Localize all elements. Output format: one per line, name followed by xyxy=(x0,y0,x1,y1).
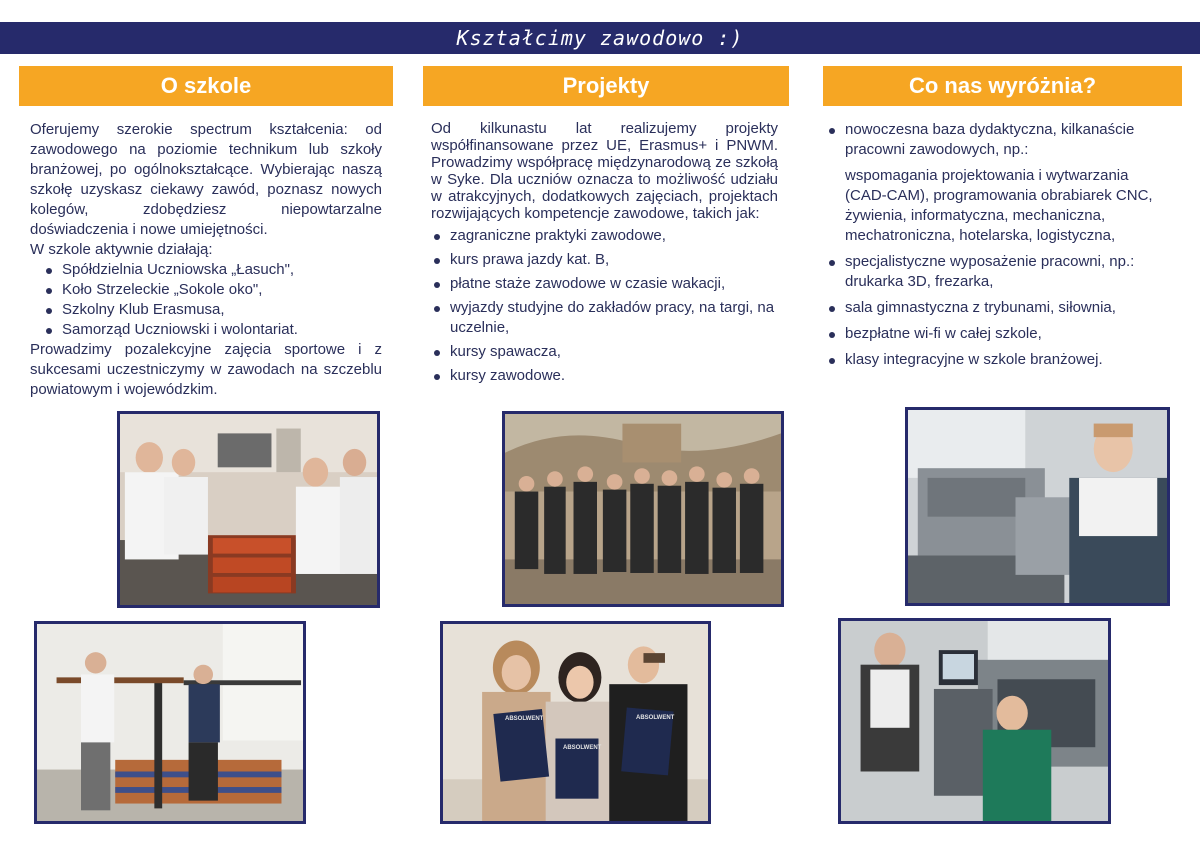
photo-workshop-student xyxy=(905,407,1170,606)
projects-text xyxy=(431,120,778,386)
heading-label: O szkole xyxy=(160,73,252,98)
list-item: Samorząd Uczniowski i wolontariat. xyxy=(62,320,382,340)
heading-o-szkole xyxy=(19,66,393,106)
list-item: specjalistyczne wyposażenie pracowni, np.: drukarka 3D, frezarka, xyxy=(845,252,1170,292)
list-item: kursy spawacza, xyxy=(450,342,778,362)
photo-kitchen-pizza xyxy=(117,411,380,608)
banner-title: Kształcimy zawodowo :) xyxy=(456,26,744,50)
heading-projekty xyxy=(423,66,789,106)
list-item: kursy zawodowe. xyxy=(450,366,778,386)
list-item: klasy integracyjne w szkole branżowej. xyxy=(845,350,1170,370)
heading-label: Projekty xyxy=(562,73,650,98)
school-active-label: W szkole aktywnie działają: xyxy=(30,241,213,258)
school-text xyxy=(30,120,382,400)
feature-base: nowoczesna baza dydaktyczna, kilkanaście pracowni zawodowych, np.: xyxy=(845,121,1135,158)
graduate-folder-label: ABSOLWENT xyxy=(505,716,544,722)
graduate-folder-label: ABSOLWENT xyxy=(636,715,675,721)
heading-label: Co nas wyróżnia? xyxy=(908,73,1097,98)
photo-group-trip xyxy=(502,411,784,607)
list-item: bezpłatne wi-fi w całej szkole, xyxy=(845,324,1170,344)
list-item: Spółdzielnia Uczniowska „Łasuch", xyxy=(62,260,382,280)
list-item: Szkolny Klub Erasmusa, xyxy=(62,300,382,320)
list-item: sala gimnastyczna z trybunami, siłownia, xyxy=(845,298,1170,318)
list-item xyxy=(845,120,1170,246)
school-intro: Oferujemy szerokie spectrum kształcenia: od zawodowego na poziomie technikum lub szkoły branżowej, po ogólnokształcące. Wybierając naszą szkołę uzyskasz ciekawy zawód, poznasz nowych kolegów, zdobędziesz niepowtarzalne doświadczenia i nowe umiejętności. xyxy=(30,121,382,238)
list-item: Koło Strzeleckie „Sokole oko", xyxy=(62,280,382,300)
photo-graduates xyxy=(440,621,711,824)
list-item: płatne staże zawodowe w czasie wakacji, xyxy=(450,274,778,294)
school-activity-list xyxy=(62,260,382,340)
list-item: wyjazdy studyjne do zakładów pracy, na targi, na uczelnie, xyxy=(450,298,778,338)
banner xyxy=(0,22,1200,54)
photo-shooting xyxy=(34,621,306,824)
graduate-folder-label: ABSOLWENT xyxy=(563,745,602,751)
feature-base-detail: wspomagania projektowania i wytwarzania (CAD-CAM), programowania obrabiarek CNC, żywienia, informatyczna, mechaniczna, mechatroniczna, hotelarska, logistyczna, xyxy=(845,167,1153,244)
projects-intro: Od kilkunastu lat realizujemy projekty współfinansowane przez UE, Erasmus+ i PNWM. Prowadzimy współpracę międzynarodową ze szkołą w Syke. Dla uczniów oznacza to możliwość udziału w atrakcyjnych, dodatkowych zajęciach, projektach rozwijających kompetencje zawodowe, takich jak: xyxy=(431,120,778,222)
school-outro: Prowadzimy pozalekcyjne zajęcia sportowe i z sukcesami uczestniczymy w zawodach na szczeblu powiatowym i wojewódzkim. xyxy=(30,341,382,398)
projects-list xyxy=(450,226,778,386)
list-item: kurs prawa jazdy kat. B, xyxy=(450,250,778,270)
features-list xyxy=(845,120,1170,370)
photo-cnc-machine xyxy=(838,618,1111,824)
features-text xyxy=(845,120,1170,370)
heading-wyroznia xyxy=(823,66,1182,106)
list-item: zagraniczne praktyki zawodowe, xyxy=(450,226,778,246)
